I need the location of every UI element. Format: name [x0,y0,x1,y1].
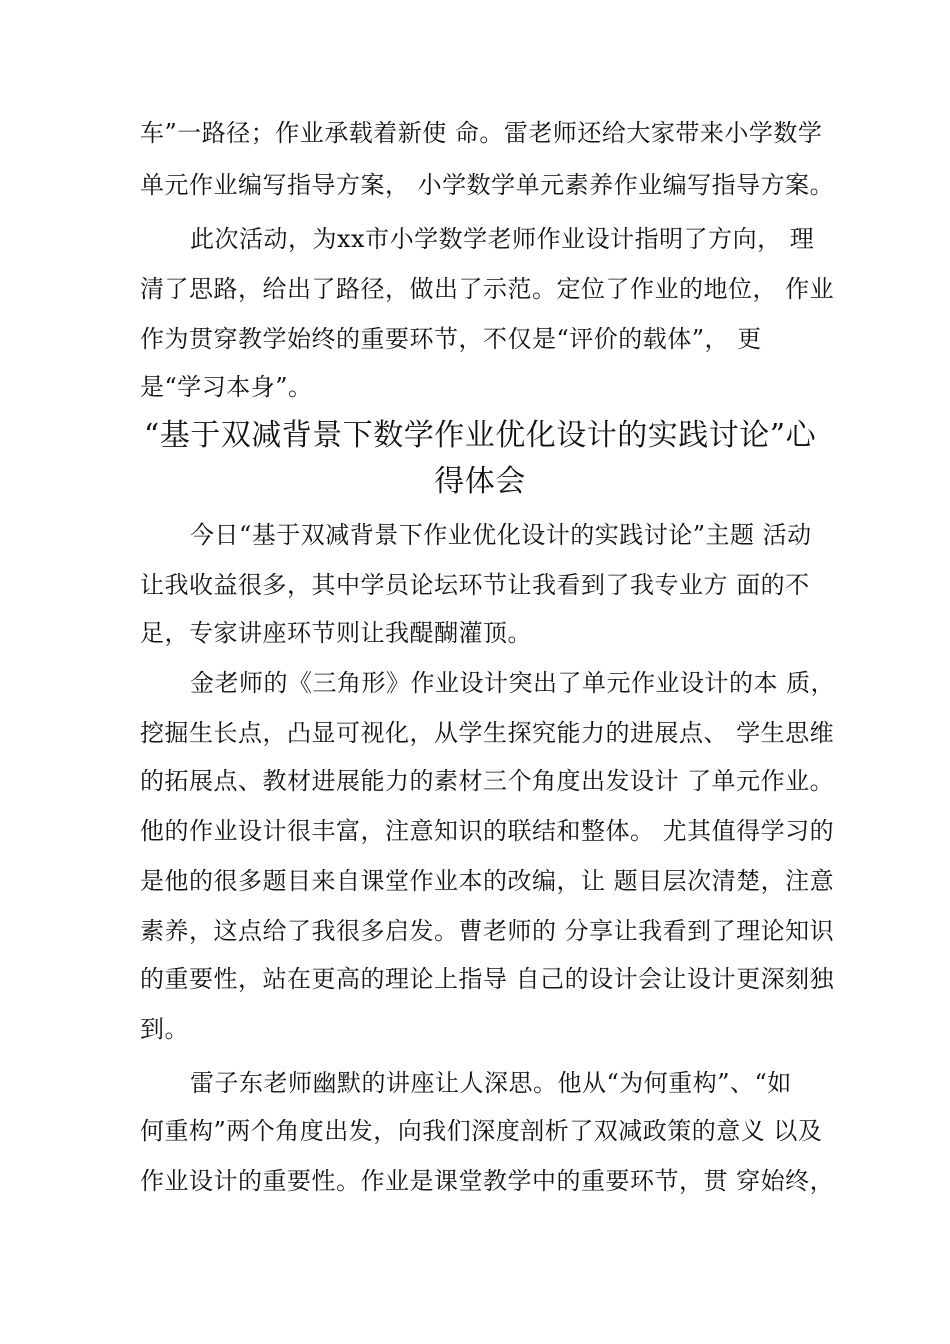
section-title: 得体会 [434,464,526,499]
paragraph-line: 金老师的《三角形》作业设计突出了单元作业设计的本 质， [190,669,836,697]
paragraph-line: 足，专家讲座环节则让我醍醐灌顶。 [140,619,532,647]
paragraph-line: 是他的很多题目来自课堂作业本的改编，让 题目层次清楚，注意 [140,867,835,895]
section-title: “基于双减背景下数学作业优化设计的实践讨论”心 [143,418,817,453]
paragraph-line: 车”一路径；作业承载着新使 命。雷老师还给大家带来小学数学 [140,119,823,147]
paragraph-line: 素养，这点给了我很多启发。曹老师的 分享让我看到了理论知识 [140,917,835,945]
paragraph-line: 的重要性，站在更高的理论上指导 自己的设计会让设计更深刻独 [140,965,835,993]
paragraph-line: 到。 [140,1015,189,1043]
paragraph-line: 是“学习本身”。 [140,373,313,401]
paragraph-line: 他的作业设计很丰富，注意知识的联结和整体。 尤其值得学习的 [140,817,835,845]
paragraph-line: 单元作业编写指导方案， 小学数学单元素养作业编写指导方案。 [140,171,835,199]
paragraph-line: 今日“基于双减背景下作业优化设计的实践讨论”主题 活动 [190,521,812,549]
paragraph-line: 挖掘生长点，凸显可视化，从学生探究能力的进展点、 学生思维 [140,719,835,747]
paragraph-line: 雷子东老师幽默的讲座让人深思。他从“为何重构”、“如 [190,1069,792,1097]
paragraph-line: 作业设计的重要性。作业是课堂教学中的重要环节，贯 穿始终， [140,1167,835,1195]
paragraph-line: 何重构”两个角度出发，向我们深度剖析了双减政策的意义 以及 [140,1117,823,1145]
paragraph-line: 的拓展点、教材进展能力的素材三个角度出发设计 了单元作业。 [140,767,835,795]
paragraph-line: 作为贯穿教学始终的重要环节，不仅是“评价的载体”， 更 [140,325,762,353]
paragraph-line: 让我收益很多，其中学员论坛环节让我看到了我专业方 面的不 [140,571,810,599]
paragraph-line: 此次活动，为xx市小学数学老师作业设计指明了方向， 理 [190,225,815,253]
paragraph-line: 清了思路，给出了路径，做出了示范。定位了作业的地位， 作业 [140,275,835,303]
